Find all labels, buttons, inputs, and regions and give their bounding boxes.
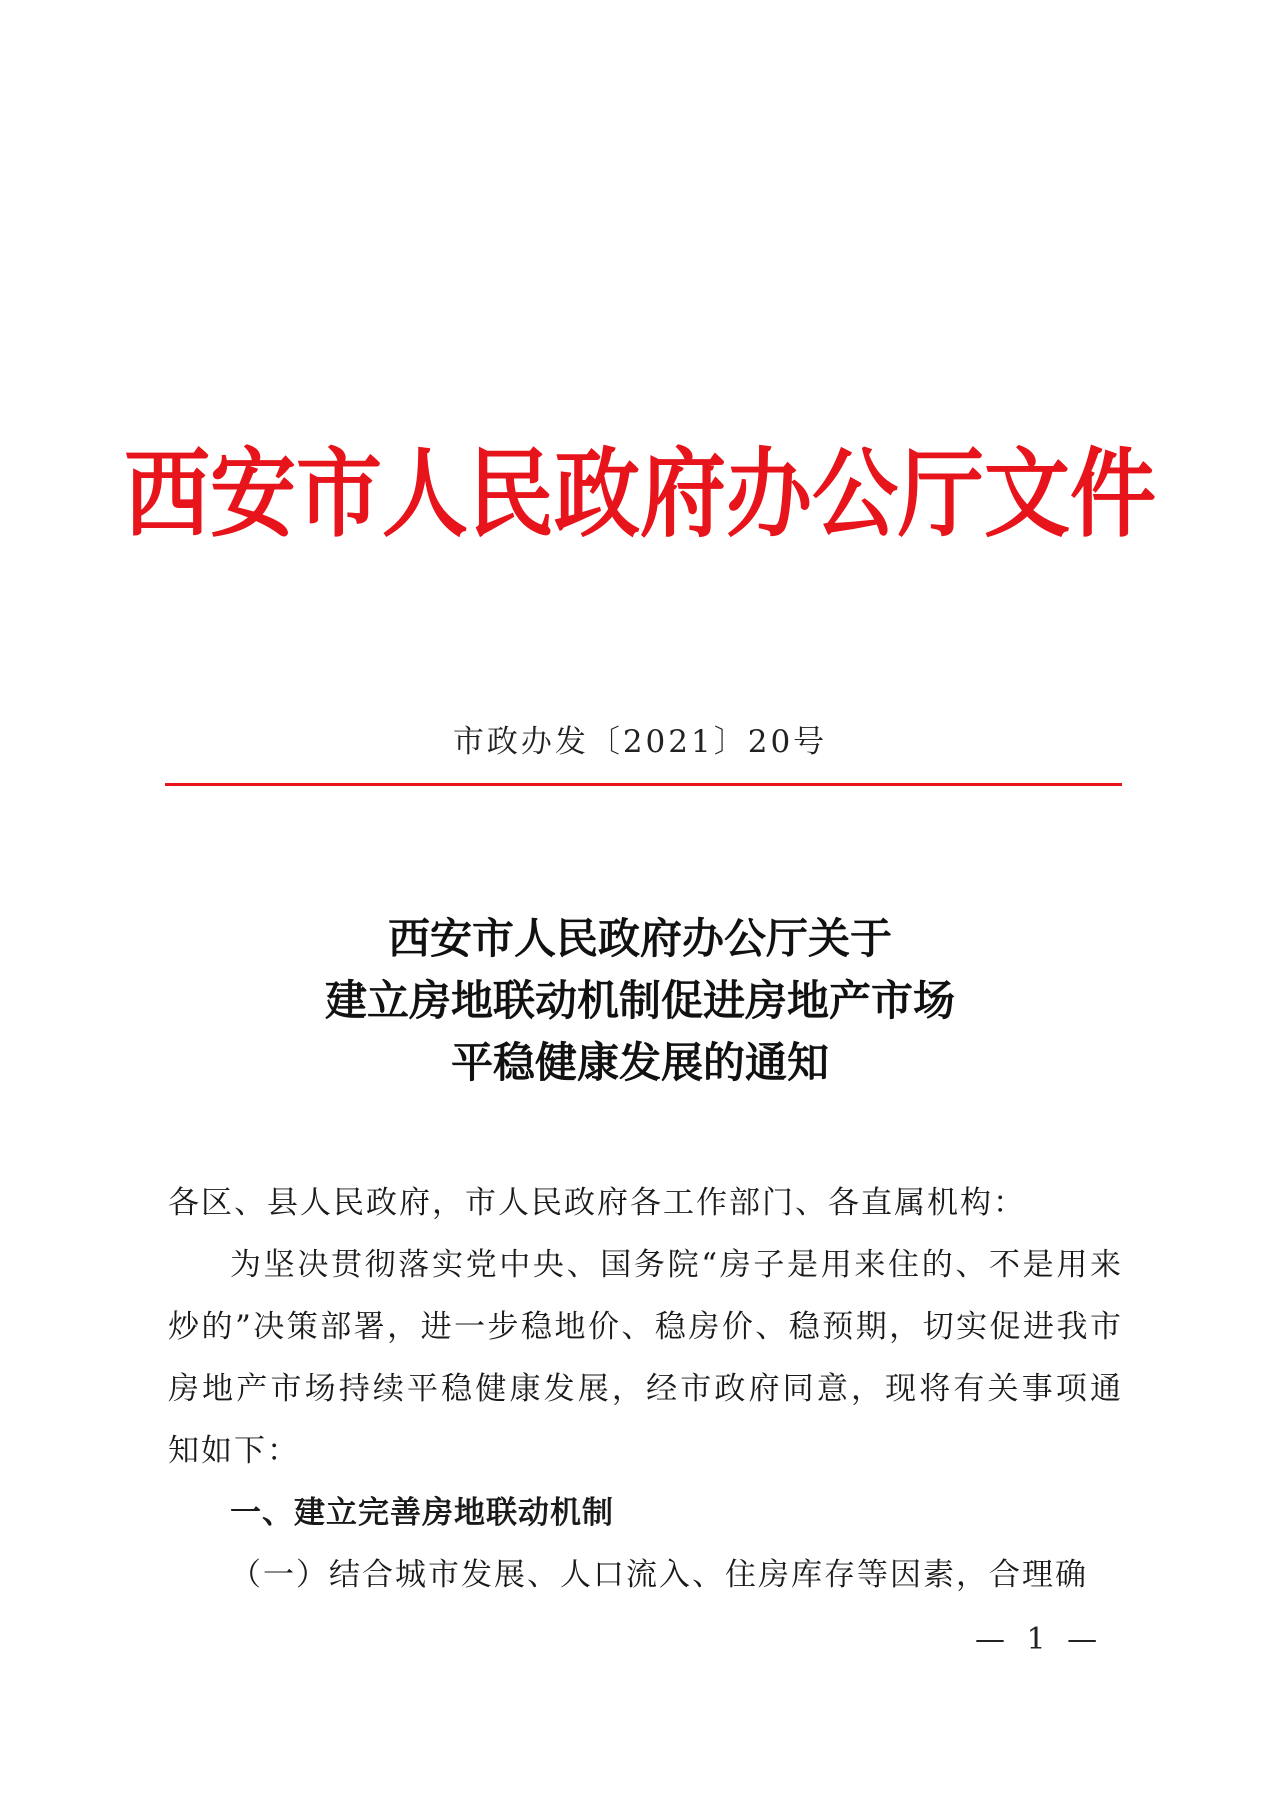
salutation: 各区、县人民政府，市人民政府各工作部门、各直属机构： <box>168 1185 1026 1221</box>
red-divider-line <box>165 783 1122 786</box>
document-number: 市政办发〔2021〕20号 <box>452 724 828 760</box>
document-body <box>168 1172 1123 1606</box>
document-masthead: 西安市人民政府办公厅文件 <box>124 437 1156 551</box>
section-heading: 一、建立完善房地联动机制 <box>230 1495 614 1531</box>
intro-paragraph: 为坚决贯彻落实党中央、国务院“房子是用来住的、不是用来炒的”决策部署，进一步稳地价、稳房价、稳预期，切实促进我市房地产市场持续平稳健康发展，经市政府同意，现将有关事项通知如下： <box>168 1247 1123 1469</box>
title-line-3: 平稳健康发展的通知 <box>450 1038 829 1087</box>
item-1-paragraph: （一）结合城市发展、人口流入、住房库存等因素，合理确 <box>230 1557 1088 1593</box>
title-line-2: 建立房地联动机制促进房地产市场 <box>324 976 955 1025</box>
page-number: — 1 — <box>975 1622 1104 1657</box>
document-title <box>0 908 1280 1094</box>
title-line-1: 西安市人民政府办公厅关于 <box>387 914 892 963</box>
